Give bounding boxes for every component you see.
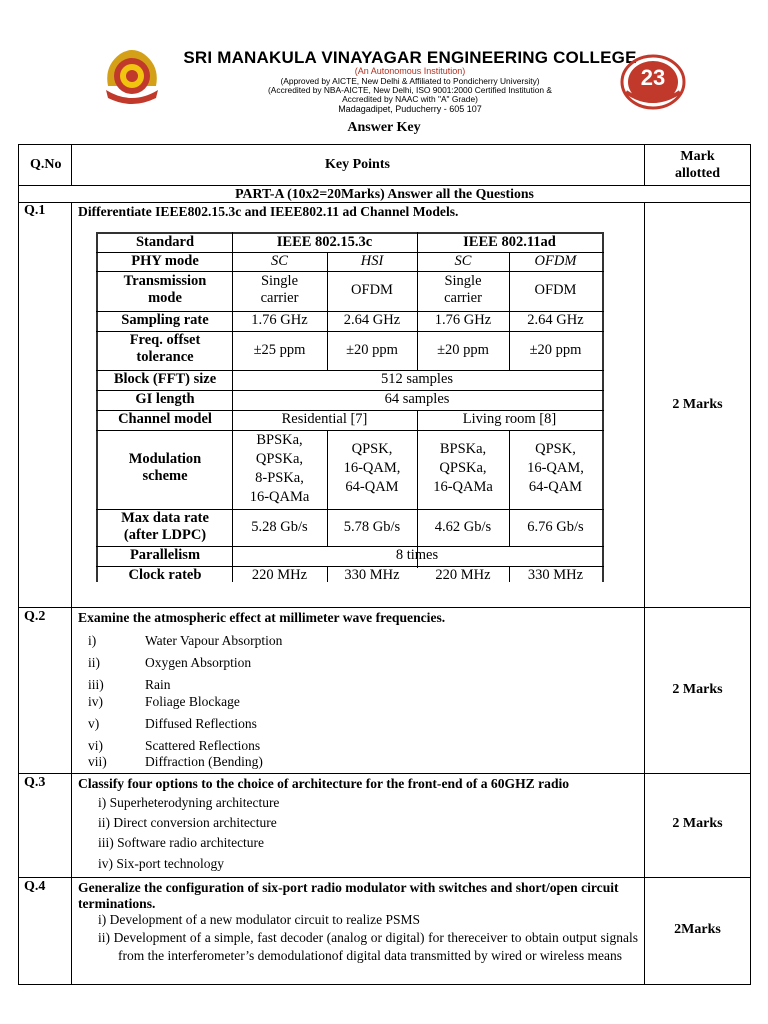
q1-question: Differentiate IEEE802.15.3c and IEEE802.11 ad Channel Models. (78, 204, 459, 219)
block-size-label: Block (FFT) size (113, 371, 217, 387)
approval-line: (Approved by AICTE, New Delhi & Affiliated to Pondicherry University) (280, 76, 540, 86)
list-item-number: i) (88, 633, 97, 648)
value-line: 16-QAM, (343, 460, 401, 476)
value-line: 16-QAMa (249, 489, 310, 505)
list-item: ii) Direct conversion architecture (98, 815, 277, 830)
phy-value: HSI (360, 253, 384, 269)
label-line: tolerance (136, 349, 194, 365)
label-line: Max data rate (121, 510, 209, 526)
q4-number: Q.4 (24, 879, 46, 894)
value-line: 64-QAM (345, 479, 399, 495)
sampling-value: 2.64 GHz (343, 312, 401, 328)
list-item-number: iv) (88, 694, 103, 709)
part-a-heading: PART-A (10x2=20Marks) Answer all the Questions (235, 186, 534, 201)
label-line: mode (148, 290, 182, 306)
sampling-value: 2.64 GHz (527, 312, 584, 328)
key-points-column-header: Key Points (325, 157, 390, 172)
list-item-number: v) (88, 716, 100, 731)
value-line: 16-QAMa (433, 479, 493, 495)
clock-value: 330 MHz (344, 567, 400, 583)
list-item: Oxygen Absorption (145, 655, 252, 670)
value-line: BPSKa, (256, 432, 303, 448)
tx-value: OFDM (534, 282, 577, 298)
q3-question: Classify four options to the choice of architecture for the front-end of a 60GHZ radio (78, 776, 570, 791)
q3-marks: 2 Marks (672, 816, 723, 831)
list-item: ii) Development of a simple, fast decoder (analog or digital) for thereceiver to obtain output signals from the interferometer’s demodulationof digital data transmitted by wired or wireless means (98, 930, 638, 963)
q3-number: Q.3 (24, 775, 46, 790)
tx-value (417, 273, 509, 307)
standard-802-11ad: IEEE 802.11ad (463, 234, 556, 250)
college-address: Madagadipet, Puducherry - 605 107 (338, 104, 482, 114)
label-line: Transmission (123, 273, 207, 289)
tx-value (232, 273, 327, 307)
phy-value: SC (271, 253, 288, 269)
channel-model-label: Channel model (118, 411, 212, 427)
q1-marks: 2 Marks (672, 397, 723, 412)
max-data-rate-label (98, 510, 232, 544)
block-size-value: 512 samples (380, 371, 454, 387)
list-item: iv) Six-port technology (98, 856, 224, 871)
value-line: Single (444, 273, 482, 289)
modulation-label (98, 451, 232, 485)
value-line: carrier (260, 290, 299, 306)
list-item-number: vii) (88, 754, 107, 769)
freq-value: ±20 ppm (437, 342, 489, 358)
list-item: Water Vapour Absorption (145, 633, 283, 648)
list-item: Diffused Reflections (145, 716, 257, 731)
list-item: Scattered Reflections (145, 738, 261, 753)
mark-header-line1: Mark (680, 149, 715, 164)
value-line: 64-QAM (528, 479, 583, 495)
value-line: 16-QAM, (527, 460, 584, 476)
value-line: 8-PSKa, (255, 470, 304, 486)
modulation-value (327, 440, 417, 497)
channel-model-living-room: Living room [8] (462, 411, 557, 427)
qno-column-header: Q.No (30, 157, 62, 172)
mark-header-line2: allotted (674, 166, 721, 181)
standard-802-15-3c: IEEE 802.15.3c (276, 234, 373, 250)
page-title: Answer Key (347, 120, 421, 135)
phy-value: SC (454, 253, 472, 269)
max-rate-value: 6.76 Gb/s (527, 519, 584, 535)
label-line: scheme (142, 468, 188, 484)
anniversary-number: 23 (640, 65, 666, 90)
transmission-mode-label (98, 273, 232, 307)
autonomous-label: (An Autonomous Institution) (354, 66, 466, 76)
list-item-number: ii) (88, 655, 100, 670)
sampling-value: 1.76 GHz (434, 312, 492, 328)
freq-value: ±20 ppm (346, 342, 398, 358)
value-line: carrier (444, 290, 482, 306)
phy-mode-label: PHY mode (131, 253, 199, 269)
list-item: i) Development of a new modulator circuit to realize PSMS (98, 912, 421, 927)
freq-value: ±20 ppm (529, 342, 582, 358)
college-name: SRI MANAKULA VINAYAGAR ENGINEERING COLLEGE (183, 48, 637, 67)
q1-number: Q.1 (24, 203, 46, 218)
modulation-value (417, 440, 509, 497)
ieee-comparison-table (96, 232, 604, 582)
value-line: QPSKa, (439, 460, 487, 476)
label-line: Modulation (128, 451, 202, 467)
phy-value: OFDM (534, 253, 577, 269)
label-line: (after LDPC) (123, 527, 207, 543)
gi-length-value: 64 samples (384, 391, 450, 407)
answer-key-table (18, 144, 751, 985)
naac-line: Accredited by NAAC with "A" Grade) (342, 94, 478, 104)
freq-value: ±25 ppm (253, 342, 306, 358)
mark-column-header (644, 148, 751, 182)
modulation-value (509, 440, 602, 497)
accreditation-line: (Accredited by NBA-AICTE, New Delhi, ISO 9001:2000 Certified Institution & (268, 85, 552, 95)
sampling-value: 1.76 GHz (251, 312, 308, 328)
list-item: iii) Software radio architecture (98, 835, 265, 850)
parallelism-value: 8 times (395, 547, 439, 563)
gi-length-label: GI length (135, 391, 195, 407)
clock-rate-label: Clock rateb (128, 567, 202, 583)
parallelism-label: Parallelism (129, 547, 201, 563)
max-rate-value: 5.78 Gb/s (343, 519, 401, 535)
list-item: Diffraction (Bending) (145, 754, 263, 769)
list-item: i) Superheterodyning architecture (98, 795, 280, 810)
q2-number: Q.2 (24, 609, 46, 624)
q2-question: Examine the atmospheric effect at millimeter wave frequencies. (78, 610, 446, 625)
list-item-number: iii) (88, 677, 104, 692)
clock-value: 330 MHz (527, 567, 584, 583)
sampling-rate-label: Sampling rate (121, 312, 209, 328)
value-line: Single (260, 273, 299, 289)
q4-question: Generalize the configuration of six-port radio modulator with switches and short/open circuit terminations. (78, 880, 619, 911)
clock-value: 220 MHz (435, 567, 491, 583)
modulation-value (232, 431, 327, 507)
freq-offset-label (98, 332, 232, 366)
q2-marks: 2 Marks (672, 682, 723, 697)
list-item: Foliage Blockage (145, 694, 240, 709)
value-line: QPSK, (535, 441, 576, 457)
clock-value: 220 MHz (251, 567, 308, 583)
list-item-number: vi) (88, 738, 103, 753)
value-line: BPSKa, (439, 441, 487, 457)
label-line: Freq. offset (129, 332, 201, 348)
max-rate-value: 5.28 Gb/s (251, 519, 308, 535)
value-line: QPSKa, (255, 451, 304, 467)
value-line: QPSK, (351, 441, 393, 457)
max-rate-value: 4.62 Gb/s (434, 519, 492, 535)
standard-label: Standard (135, 234, 195, 250)
list-item: Rain (145, 677, 171, 692)
channel-model-residential: Residential [7] (281, 411, 368, 427)
tx-value: OFDM (351, 282, 393, 298)
q4-marks: 2Marks (674, 922, 721, 937)
college-header (100, 44, 720, 116)
